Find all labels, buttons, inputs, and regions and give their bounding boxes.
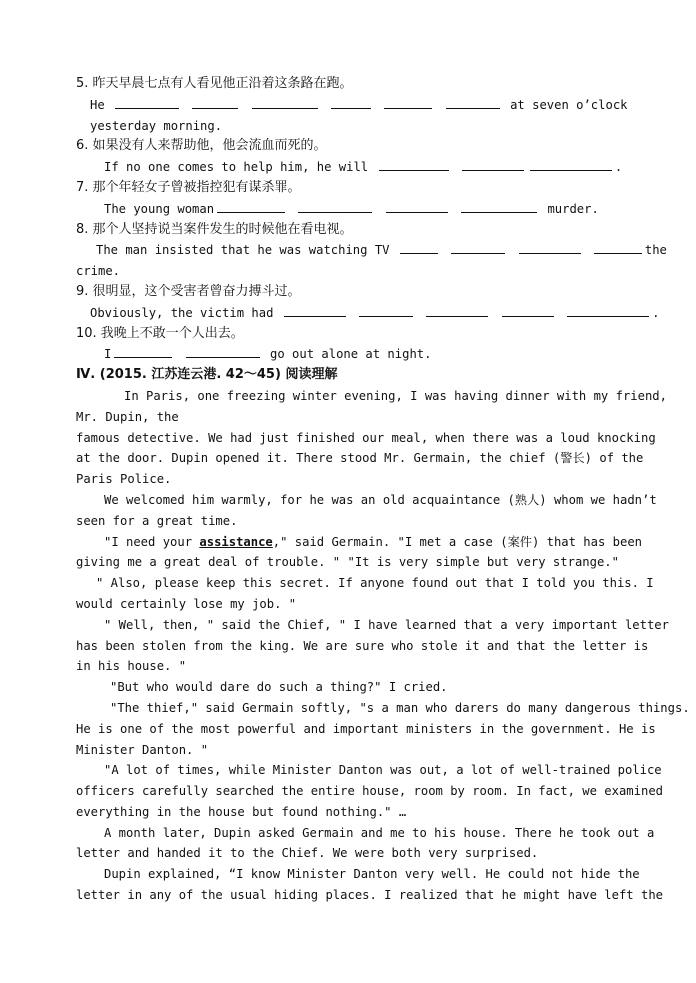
- passage-line: " Well, then, " said the Chief, " I have learned that a very important letter: [104, 617, 669, 632]
- passage-line: "A lot of times, while Minister Danton was out, a lot of well-trained police: [104, 763, 662, 778]
- passage-line: giving me a great deal of trouble. " "It is very simple but very strange.": [76, 555, 619, 570]
- passage-line: at the door. Dupin opened it. There stood Mr. Germain, the chief (警长) of the: [76, 451, 644, 466]
- q10-text-b: go out alone at night.: [270, 347, 432, 362]
- passage-line: "But who would dare do such a thing?" I cried.: [110, 680, 448, 695]
- q5-blank-6[interactable]: [446, 95, 500, 109]
- passage-line: Paris Police.: [76, 472, 172, 487]
- q6-text-b: .: [614, 160, 623, 175]
- q7-blank-2[interactable]: [298, 199, 372, 213]
- q8-blank-2[interactable]: [451, 240, 505, 254]
- q10-english: [76, 344, 621, 365]
- worksheet-page: [76, 74, 690, 906]
- q9-blank-2[interactable]: [359, 303, 413, 317]
- q7-blank-3[interactable]: [386, 199, 448, 213]
- q9-blank-5[interactable]: [567, 303, 649, 317]
- passage-text: "I need your: [104, 534, 200, 549]
- q10-blank-2[interactable]: [186, 344, 260, 358]
- passage-line: letter and handed it to the Chief. We were both very surprised.: [76, 846, 539, 861]
- passage-text: ," said Germain. "I met a case (案件) that has been: [272, 534, 643, 549]
- passage-line: He is one of the most powerful and important ministers in the government. He is: [76, 721, 656, 736]
- q8-chinese: 8. 那个人坚持说当案件发生的时候他在看电视。: [76, 221, 353, 237]
- q10-blank-1[interactable]: [114, 344, 172, 358]
- q7-text-a: The young woman: [104, 201, 215, 216]
- q5-blank-5[interactable]: [384, 95, 432, 109]
- q6-blank-3[interactable]: [530, 157, 612, 171]
- q8-blank-3[interactable]: [519, 240, 581, 254]
- q6-chinese: 6. 如果没有人来帮助他，他会流血而死的。: [76, 138, 327, 154]
- q7-chinese: 7. 那个年轻女子曾被指控犯有谋杀罪。: [76, 179, 301, 195]
- q6-blank-2[interactable]: [462, 157, 524, 171]
- q9-english: [76, 303, 660, 324]
- passage-line: We welcomed him warmly, for he was an old acquaintance (熟人) whom we hadn’t: [104, 492, 657, 507]
- q9-text-b: .: [652, 305, 660, 320]
- q10-chinese: 10. 我晚上不敢一个人出去。: [76, 325, 244, 341]
- q6-text-a: If no one comes to help him, he will: [104, 160, 369, 175]
- passage-line: everything in the house but found nothing." …: [76, 804, 407, 819]
- q5-chinese: 5. 昨天早晨七点有人看见他正沿着这条路在跑。: [76, 76, 353, 91]
- passage-line: A month later, Dupin asked Germain and me to his house. There he took out a: [104, 825, 655, 840]
- q8-blank-1[interactable]: [400, 240, 438, 254]
- passage-line: Dupin explained, “I know Minister Danton very well. He could not hide the: [104, 867, 640, 882]
- q5-blank-1[interactable]: [115, 95, 179, 109]
- passage-line: " Also, please keep this secret. If anyone found out that I told you this. I: [96, 576, 654, 591]
- q5-blank-3[interactable]: [252, 95, 318, 109]
- passage-line: officers carefully searched the entire house, room by room. In fact, we examined: [76, 784, 663, 799]
- q5-blank-2[interactable]: [192, 95, 238, 109]
- q5-text-a: He: [90, 97, 105, 112]
- passage-line: "The thief," said Germain softly, "s a man who darers do many dangerous things.: [110, 700, 690, 715]
- q7-english: [76, 199, 621, 220]
- q8-text-a: The man insisted that he was watching TV: [96, 243, 390, 258]
- q9-blank-3[interactable]: [426, 303, 488, 317]
- q8-english-cont: crime.: [76, 264, 121, 279]
- passage-line: in his house. ": [76, 659, 187, 674]
- passage-line: letter in any of the usual hiding places. I realized that he might have left the: [76, 888, 663, 903]
- passage-line: would certainly lose my job. ": [76, 596, 297, 611]
- q6-blank-1[interactable]: [379, 157, 449, 171]
- q8-text-b: the: [644, 243, 667, 258]
- assistance-underlined-word: assistance: [199, 534, 273, 549]
- q9-blank-4[interactable]: [502, 303, 554, 317]
- q9-blank-1[interactable]: [284, 303, 346, 317]
- q7-blank-1[interactable]: [217, 199, 285, 213]
- passage-line: seen for a great time.: [76, 513, 238, 528]
- q10-text-a: I: [104, 347, 112, 362]
- passage-line: famous detective. We had just finished our meal, when there was a loud knocking: [76, 430, 656, 445]
- q7-blank-4[interactable]: [461, 199, 537, 213]
- passage-line: In Paris, one freezing winter evening, I was having dinner with my friend,: [124, 388, 667, 403]
- q5-text-b: at seven o’clock: [510, 97, 628, 112]
- q5-english-cont: yesterday morning.: [90, 118, 223, 133]
- q6-english: [76, 157, 621, 178]
- passage-line: has been stolen from the king. We are sure who stole it and that the letter is: [76, 638, 649, 653]
- q7-text-b: murder.: [547, 201, 599, 216]
- q9-text-a: Obviously, the victim had: [90, 305, 274, 320]
- passage-line: [76, 532, 643, 553]
- q8-english: [76, 240, 667, 261]
- q5-english: [76, 95, 628, 116]
- passage-line: Mr. Dupin, the: [76, 409, 179, 424]
- q8-blank-4[interactable]: [594, 240, 642, 254]
- q9-chinese: 9. 很明显，这个受害者曾奋力搏斗过。: [76, 283, 301, 299]
- passage-line: Minister Danton. ": [76, 742, 209, 757]
- q5-blank-4[interactable]: [331, 95, 371, 109]
- section-header: Ⅳ. (2015. 江苏连云港. 42～45) 阅读理解: [76, 367, 338, 383]
